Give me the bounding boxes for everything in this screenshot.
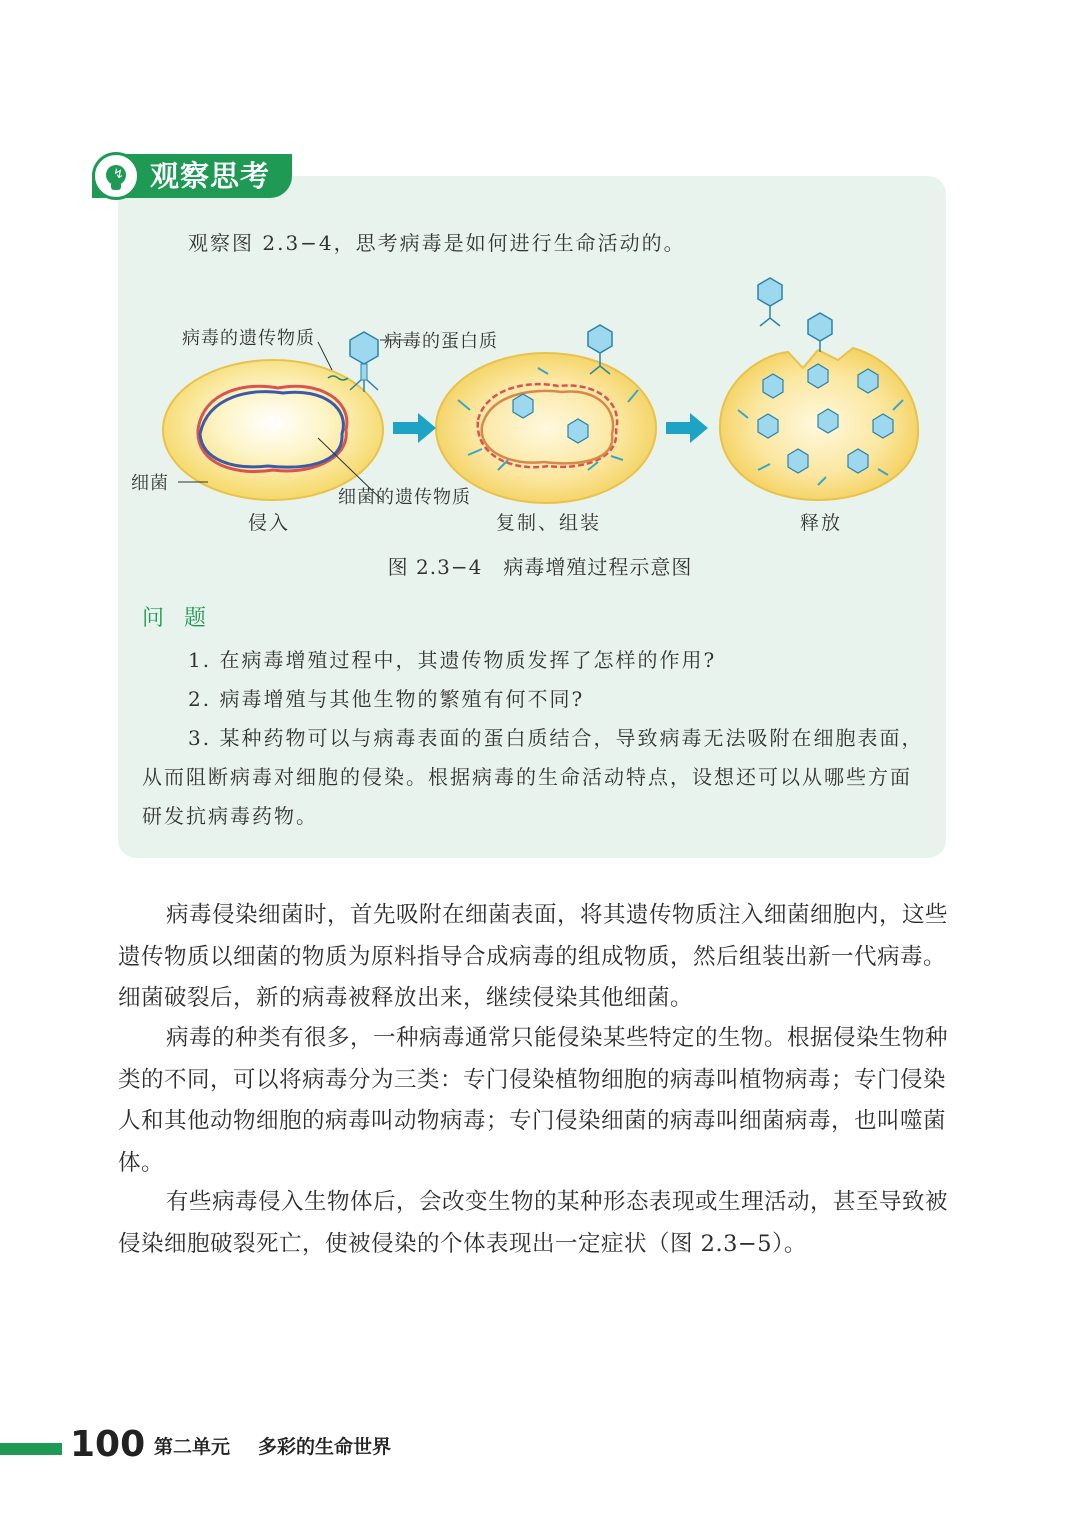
figure-illustration [118, 270, 946, 545]
unit-title: 多彩的生命世界 [258, 1436, 392, 1458]
lightbulb-icon: ↯ [92, 152, 140, 200]
section-tag [92, 154, 292, 198]
label-virus-protein: 病毒的蛋白质 [384, 331, 498, 352]
body-paragraph-1: 病毒侵染细菌时，首先吸附在细菌表面，将其遗传物质注入细菌细胞内，这些遗传物质以细菌的物质为原料指导合成病毒的组成物质，然后组装出新一代病毒。细菌破裂后，新的病毒被释放出来，继续侵染其他细菌。 [118, 902, 949, 1011]
page-number: 100 [70, 1424, 146, 1465]
intro-text: 观察图 2.3−4，思考病毒是如何进行生命活动的。 [188, 231, 686, 255]
stage-invasion-cell [163, 360, 383, 500]
question-3: 3. 某种药物可以与病毒表面的蛋白质结合，导致病毒无法吸附在细胞表面，从而阻断病毒对细胞的侵染。根据病毒的生命活动特点，设想还可以从哪些方面研发抗病毒药物。 [142, 726, 924, 828]
footer-accent-bar [0, 1443, 62, 1455]
body-paragraph-2: 病毒的种类有很多，一种病毒通常只能侵染某些特定的生物。根据侵染生物种类的不同，可以将病毒分为三类：专门侵染植物细胞的病毒叫植物病毒；专门侵染人和其他动物细胞的病毒叫动物病毒；专门侵染细菌的病毒叫细菌病毒，也叫噬菌体。 [118, 1025, 949, 1176]
question-2: 2. 病毒增殖与其他生物的繁殖有何不同? [188, 687, 585, 711]
questions-title: 问题 [142, 606, 227, 631]
stage-label-replication: 复制、组装 [496, 512, 602, 534]
unit-label: 第二单元 [154, 1436, 231, 1458]
stage-label-release: 释放 [800, 512, 843, 534]
arrow-1 [393, 413, 436, 443]
figure-caption: 图 2.3−4 病毒增殖过程示意图 [387, 555, 693, 579]
arrow-2 [666, 413, 708, 443]
question-1: 1. 在病毒增殖过程中，其遗传物质发挥了怎样的作用? [188, 648, 717, 672]
body-paragraph-3: 有些病毒侵入生物体后，会改变生物的某种形态表现或生理活动，甚至导致被侵染细胞破裂死亡，使被侵染的个体表现出一定症状（图 2.3−5）。 [118, 1189, 949, 1257]
stage-release-cell [720, 278, 918, 500]
label-virus-genetic-material: 病毒的遗传物质 [182, 328, 315, 349]
stage-label-invasion: 侵入 [248, 512, 291, 534]
virus-replication-figure [118, 270, 946, 549]
section-tag-label: 观察思考 [150, 159, 271, 193]
label-bacterium: 细菌 [131, 473, 169, 494]
label-bacterium-genetic-material: 细菌的遗传物质 [338, 487, 471, 508]
